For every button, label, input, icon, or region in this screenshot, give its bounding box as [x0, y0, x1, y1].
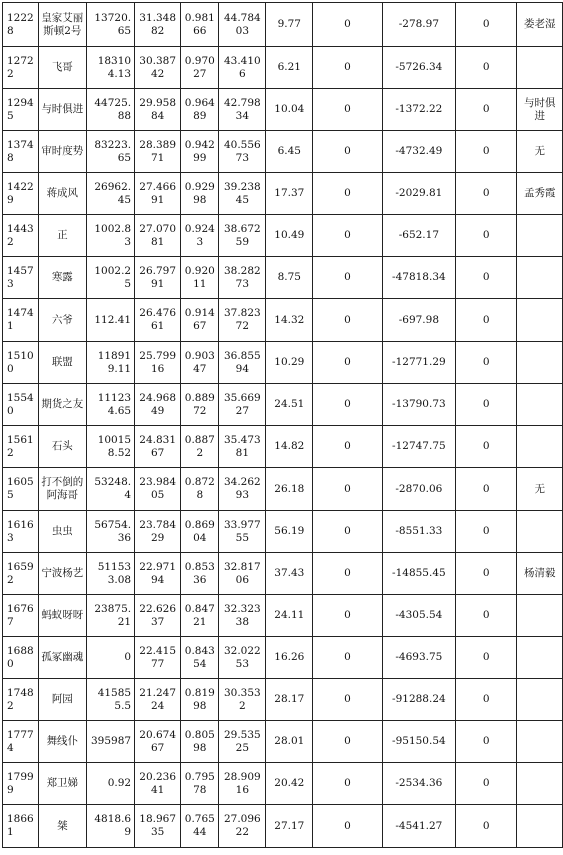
cell-value-g: -697.98: [382, 299, 455, 342]
cell-id: 12945: [3, 89, 39, 131]
cell-id: 15612: [3, 426, 39, 468]
cell-value-b: 23.98405: [135, 468, 181, 511]
cell-value-a: 56754.36: [87, 511, 135, 553]
cell-value-d: 32.81706: [219, 553, 266, 595]
cell-value-h: 0: [456, 721, 517, 763]
table-row: [3, 3, 563, 47]
cell-value-e: 6.21: [266, 47, 313, 89]
cell-value-f: 0: [313, 679, 382, 721]
cell-id: 17482: [3, 679, 39, 721]
cell-value-g: -652.17: [382, 215, 455, 257]
cell-value-d: 39.23845: [219, 173, 266, 215]
cell-value-b: 22.41577: [135, 637, 181, 679]
cell-id: 16055: [3, 468, 39, 511]
cell-value-f: 0: [313, 805, 382, 848]
cell-value-f: 0: [313, 763, 382, 805]
table-row: [3, 721, 563, 763]
cell-value-e: 28.17: [266, 679, 313, 721]
cell-name: 阿园: [38, 679, 87, 721]
cell-value-d: 29.53525: [219, 721, 266, 763]
cell-name: 与时俱进: [38, 89, 87, 131]
cell-name: 孤冢幽魂: [38, 637, 87, 679]
cell-value-d: 33.97755: [219, 511, 266, 553]
cell-value-a: 183104.13: [87, 47, 135, 89]
cell-value-b: 25.79916: [135, 342, 181, 384]
cell-note: [517, 721, 563, 763]
cell-value-f: 0: [313, 89, 382, 131]
cell-id: 14741: [3, 299, 39, 342]
cell-note: [517, 426, 563, 468]
table-row: [3, 595, 563, 637]
cell-value-a: 395987: [87, 721, 135, 763]
table-row: [3, 637, 563, 679]
cell-value-d: 30.3532: [219, 679, 266, 721]
table-row: [3, 47, 563, 89]
cell-value-a: 0: [87, 637, 135, 679]
cell-value-a: 44725.88: [87, 89, 135, 131]
cell-value-d: 32.32338: [219, 595, 266, 637]
cell-value-c: 0.92998: [181, 173, 219, 215]
table-row: [3, 679, 563, 721]
cell-value-f: 0: [313, 215, 382, 257]
cell-value-f: 0: [313, 299, 382, 342]
cell-note: 杨清毅: [517, 553, 563, 595]
cell-value-h: 0: [456, 763, 517, 805]
cell-value-d: 38.28273: [219, 257, 266, 299]
cell-value-c: 0.9243: [181, 215, 219, 257]
cell-id: 17999: [3, 763, 39, 805]
cell-value-g: -278.97: [382, 3, 455, 47]
cell-value-g: -4732.49: [382, 131, 455, 173]
cell-value-c: 0.80598: [181, 721, 219, 763]
cell-value-g: -95150.54: [382, 721, 455, 763]
cell-value-d: 37.82372: [219, 299, 266, 342]
cell-value-e: 9.77: [266, 3, 313, 47]
cell-name: 石头: [38, 426, 87, 468]
cell-value-d: 35.47381: [219, 426, 266, 468]
cell-value-h: 0: [456, 637, 517, 679]
table-row: [3, 215, 563, 257]
cell-value-f: 0: [313, 637, 382, 679]
cell-value-f: 0: [313, 47, 382, 89]
cell-id: 14432: [3, 215, 39, 257]
cell-name: 蚂蚁呀呀: [38, 595, 87, 637]
cell-value-h: 0: [456, 553, 517, 595]
cell-value-d: 38.67259: [219, 215, 266, 257]
cell-value-d: 27.09622: [219, 805, 266, 848]
cell-value-d: 28.90916: [219, 763, 266, 805]
table-row: [3, 299, 563, 342]
cell-value-d: 42.79834: [219, 89, 266, 131]
cell-value-f: 0: [313, 173, 382, 215]
cell-value-h: 0: [456, 173, 517, 215]
cell-value-e: 10.29: [266, 342, 313, 384]
table-row: [3, 131, 563, 173]
table-row: [3, 805, 563, 848]
cell-value-d: 36.85594: [219, 342, 266, 384]
cell-value-e: 20.42: [266, 763, 313, 805]
cell-value-g: -12771.29: [382, 342, 455, 384]
cell-value-b: 24.96849: [135, 384, 181, 426]
cell-value-c: 0.98166: [181, 3, 219, 47]
cell-value-e: 6.45: [266, 131, 313, 173]
cell-value-a: 118919.11: [87, 342, 135, 384]
cell-value-e: 56.19: [266, 511, 313, 553]
cell-value-e: 27.17: [266, 805, 313, 848]
cell-value-a: 1002.83: [87, 215, 135, 257]
cell-value-g: -4541.27: [382, 805, 455, 848]
cell-value-g: -1372.22: [382, 89, 455, 131]
table-row: [3, 384, 563, 426]
cell-id: 17774: [3, 721, 39, 763]
cell-value-h: 0: [456, 257, 517, 299]
cell-note: 无: [517, 131, 563, 173]
cell-value-a: 511533.08: [87, 553, 135, 595]
cell-value-b: 24.83167: [135, 426, 181, 468]
cell-name: 皇家艾丽斯顿2号: [38, 3, 87, 47]
cell-value-h: 0: [456, 384, 517, 426]
cell-value-h: 0: [456, 805, 517, 848]
cell-value-c: 0.76544: [181, 805, 219, 848]
cell-note: [517, 805, 563, 848]
cell-id: 13748: [3, 131, 39, 173]
cell-note: 无: [517, 468, 563, 511]
cell-value-e: 37.43: [266, 553, 313, 595]
cell-value-h: 0: [456, 131, 517, 173]
cell-value-h: 0: [456, 511, 517, 553]
cell-value-e: 24.11: [266, 595, 313, 637]
cell-value-g: -12747.75: [382, 426, 455, 468]
cell-note: [517, 511, 563, 553]
cell-id: 15540: [3, 384, 39, 426]
cell-value-b: 31.34882: [135, 3, 181, 47]
cell-value-c: 0.94299: [181, 131, 219, 173]
cell-id: 14229: [3, 173, 39, 215]
cell-note: 孟秀霞: [517, 173, 563, 215]
cell-value-b: 27.07081: [135, 215, 181, 257]
cell-id: 16592: [3, 553, 39, 595]
cell-name: 飞哥: [38, 47, 87, 89]
cell-name: 联盟: [38, 342, 87, 384]
cell-value-f: 0: [313, 131, 382, 173]
cell-value-c: 0.97027: [181, 47, 219, 89]
cell-note: [517, 679, 563, 721]
cell-name: 蒋成风: [38, 173, 87, 215]
cell-name: 虫虫: [38, 511, 87, 553]
cell-value-e: 16.26: [266, 637, 313, 679]
cell-id: 12722: [3, 47, 39, 89]
cell-value-a: 83223.65: [87, 131, 135, 173]
cell-value-b: 26.47661: [135, 299, 181, 342]
cell-value-a: 111234.65: [87, 384, 135, 426]
cell-value-g: -2029.81: [382, 173, 455, 215]
cell-value-b: 21.24724: [135, 679, 181, 721]
cell-value-h: 0: [456, 468, 517, 511]
table-row: [3, 511, 563, 553]
cell-name: 舞线仆: [38, 721, 87, 763]
cell-name: 六爷: [38, 299, 87, 342]
cell-value-g: -8551.33: [382, 511, 455, 553]
cell-value-a: 53248.4: [87, 468, 135, 511]
cell-value-e: 14.32: [266, 299, 313, 342]
cell-value-b: 23.78429: [135, 511, 181, 553]
cell-value-d: 35.66927: [219, 384, 266, 426]
cell-id: 12228: [3, 3, 39, 47]
cell-value-b: 18.96735: [135, 805, 181, 848]
table-body: [3, 3, 563, 848]
cell-name: 宁波杨艺: [38, 553, 87, 595]
cell-value-b: 28.38971: [135, 131, 181, 173]
cell-value-e: 10.49: [266, 215, 313, 257]
cell-id: 15100: [3, 342, 39, 384]
cell-value-c: 0.84354: [181, 637, 219, 679]
cell-id: 16767: [3, 595, 39, 637]
cell-value-a: 4818.69: [87, 805, 135, 848]
cell-value-c: 0.79578: [181, 763, 219, 805]
cell-value-f: 0: [313, 426, 382, 468]
cell-value-g: -13790.73: [382, 384, 455, 426]
cell-value-e: 8.75: [266, 257, 313, 299]
table-row: [3, 342, 563, 384]
cell-value-h: 0: [456, 215, 517, 257]
cell-value-e: 26.18: [266, 468, 313, 511]
cell-value-e: 24.51: [266, 384, 313, 426]
cell-value-d: 43.4106: [219, 47, 266, 89]
cell-value-d: 40.55673: [219, 131, 266, 173]
cell-value-a: 415855.5: [87, 679, 135, 721]
cell-value-a: 112.41: [87, 299, 135, 342]
cell-value-h: 0: [456, 299, 517, 342]
cell-value-g: -5726.34: [382, 47, 455, 89]
cell-value-c: 0.88972: [181, 384, 219, 426]
cell-value-f: 0: [313, 3, 382, 47]
cell-value-g: -47818.34: [382, 257, 455, 299]
cell-value-b: 20.67467: [135, 721, 181, 763]
table-row: [3, 89, 563, 131]
cell-value-f: 0: [313, 342, 382, 384]
cell-value-a: 23875.21: [87, 595, 135, 637]
cell-name: 郑卫娣: [38, 763, 87, 805]
cell-value-e: 28.01: [266, 721, 313, 763]
cell-name: 正: [38, 215, 87, 257]
cell-value-a: 0.92: [87, 763, 135, 805]
cell-value-c: 0.84721: [181, 595, 219, 637]
table-row: [3, 763, 563, 805]
cell-value-c: 0.85336: [181, 553, 219, 595]
cell-note: [517, 763, 563, 805]
cell-value-b: 26.79791: [135, 257, 181, 299]
cell-id: 16163: [3, 511, 39, 553]
cell-note: [517, 384, 563, 426]
cell-value-f: 0: [313, 257, 382, 299]
cell-id: 18661: [3, 805, 39, 848]
cell-value-e: 17.37: [266, 173, 313, 215]
cell-note: [517, 47, 563, 89]
cell-value-h: 0: [456, 89, 517, 131]
cell-value-e: 14.82: [266, 426, 313, 468]
cell-value-d: 32.02253: [219, 637, 266, 679]
table-row: [3, 173, 563, 215]
cell-note: [517, 299, 563, 342]
cell-value-c: 0.86904: [181, 511, 219, 553]
cell-value-g: -4305.54: [382, 595, 455, 637]
data-table: [2, 2, 563, 848]
cell-value-g: -91288.24: [382, 679, 455, 721]
table-row: [3, 426, 563, 468]
cell-value-b: 27.46691: [135, 173, 181, 215]
cell-note: [517, 257, 563, 299]
cell-value-c: 0.81998: [181, 679, 219, 721]
cell-value-c: 0.91467: [181, 299, 219, 342]
cell-name: 期货之友: [38, 384, 87, 426]
cell-note: [517, 595, 563, 637]
cell-id: 16880: [3, 637, 39, 679]
cell-value-b: 22.62637: [135, 595, 181, 637]
cell-value-h: 0: [456, 342, 517, 384]
table-row: [3, 468, 563, 511]
cell-value-b: 30.38742: [135, 47, 181, 89]
cell-value-f: 0: [313, 511, 382, 553]
cell-note: [517, 215, 563, 257]
cell-value-h: 0: [456, 426, 517, 468]
cell-value-e: 10.04: [266, 89, 313, 131]
cell-value-c: 0.96489: [181, 89, 219, 131]
cell-value-c: 0.8728: [181, 468, 219, 511]
cell-name: 打不倒的阿海哥: [38, 468, 87, 511]
cell-value-h: 0: [456, 3, 517, 47]
cell-value-f: 0: [313, 384, 382, 426]
cell-note: 与时俱进: [517, 89, 563, 131]
cell-value-h: 0: [456, 595, 517, 637]
cell-value-a: 26962.45: [87, 173, 135, 215]
cell-value-d: 44.78403: [219, 3, 266, 47]
cell-value-c: 0.92011: [181, 257, 219, 299]
cell-note: [517, 637, 563, 679]
cell-value-a: 1002.25: [87, 257, 135, 299]
cell-value-g: -2870.06: [382, 468, 455, 511]
cell-value-c: 0.90347: [181, 342, 219, 384]
cell-value-h: 0: [456, 47, 517, 89]
table-row: [3, 257, 563, 299]
cell-value-g: -4693.75: [382, 637, 455, 679]
cell-value-c: 0.8872: [181, 426, 219, 468]
cell-value-f: 0: [313, 721, 382, 763]
table-row: [3, 553, 563, 595]
cell-value-b: 20.23641: [135, 763, 181, 805]
cell-name: 寒露: [38, 257, 87, 299]
cell-value-f: 0: [313, 553, 382, 595]
cell-value-b: 22.97194: [135, 553, 181, 595]
cell-name: 审时度势: [38, 131, 87, 173]
cell-name: 桀: [38, 805, 87, 848]
cell-note: 娄老湿: [517, 3, 563, 47]
cell-value-a: 100158.52: [87, 426, 135, 468]
cell-value-a: 13720.65: [87, 3, 135, 47]
cell-value-g: -2534.36: [382, 763, 455, 805]
cell-value-h: 0: [456, 679, 517, 721]
cell-value-g: -14855.45: [382, 553, 455, 595]
cell-value-f: 0: [313, 595, 382, 637]
cell-value-d: 34.26293: [219, 468, 266, 511]
cell-note: [517, 342, 563, 384]
cell-value-f: 0: [313, 468, 382, 511]
cell-value-b: 29.95884: [135, 89, 181, 131]
cell-id: 14573: [3, 257, 39, 299]
